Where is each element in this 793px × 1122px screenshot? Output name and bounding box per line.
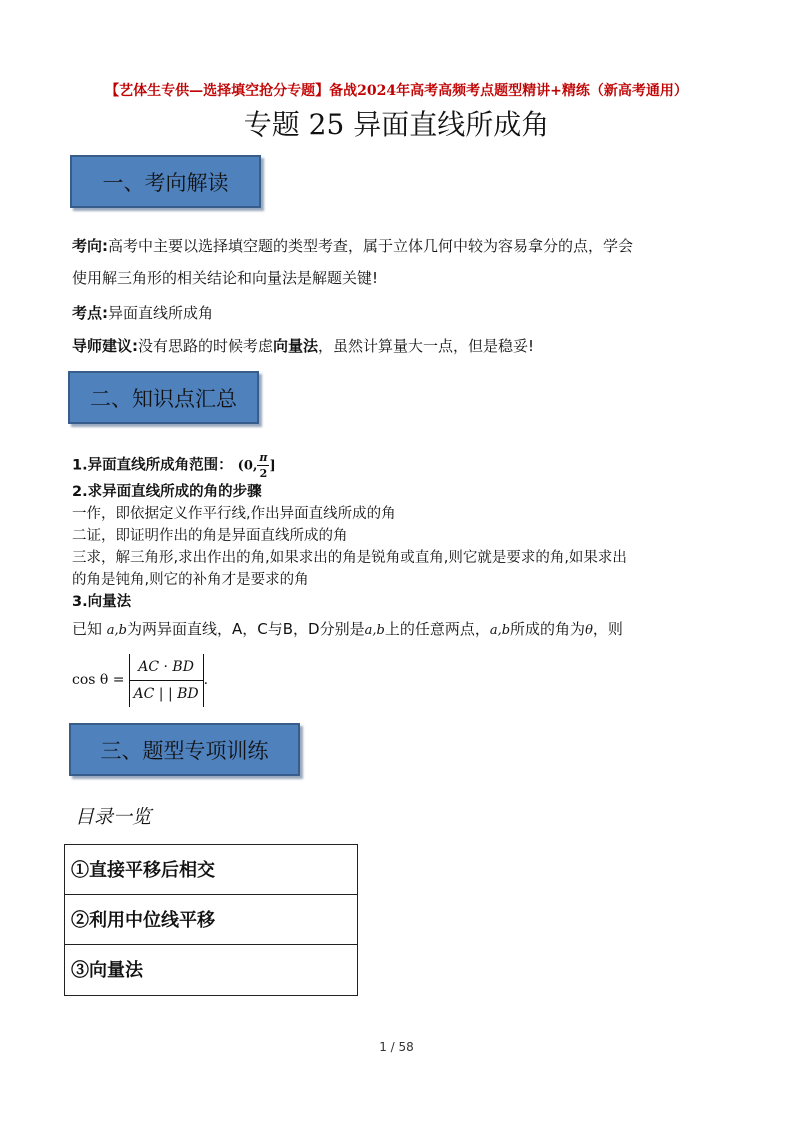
vm-ab-2: a,b (364, 623, 385, 638)
advice-paragraph (72, 330, 534, 362)
knowledge-point-2 (72, 481, 732, 613)
catalog-title: 目录一览 (75, 806, 152, 828)
catalog-item-3[interactable]: ③向量法 (71, 960, 143, 981)
vm-ab-3: a,b (489, 623, 511, 638)
formula-denominator: AC | | BD (129, 681, 204, 707)
catalog-item-1[interactable]: ①直接平移后相交 (65, 845, 357, 895)
kaoxiang-text-1: 高考中主要以选择填空题的类型考查，属于立体几何中较为容易拿分的点，学会 (108, 237, 634, 255)
vm-text-4: 所成的角为 (510, 620, 586, 638)
advice-text-before: 没有思路的时候考虑 (138, 337, 274, 355)
two-symbol: 2 (259, 467, 268, 480)
step-2: 二证，即证明作出的角是异面直线所成的角 (72, 528, 348, 544)
kaoxiang-label: 考向: (72, 237, 108, 255)
advice-emphasis: 向量法 (273, 337, 319, 355)
kaodian-text: 异面直线所成角 (108, 304, 214, 322)
vm-text-2: 为两异面直线，A，C与B，D分别是 (127, 620, 365, 638)
range-open: (0, (237, 458, 258, 474)
vm-theta: θ (585, 623, 593, 638)
range-label: 1.异面直线所成角范围： (72, 457, 233, 474)
range-close: ] (269, 458, 276, 474)
vm-ab-1: a,b (106, 623, 128, 638)
pi-symbol: π (259, 451, 268, 464)
section-heading-3-label: 三、题型专项训练 (100, 738, 269, 763)
advice-text-after: ，虽然计算量大一点，但是稳妥! (318, 337, 535, 355)
step-3b: 的角是钝角,则它的补角才是要求的角 (72, 572, 309, 588)
kaoxiang-paragraph (72, 230, 732, 294)
vm-text-5: ，则 (592, 620, 623, 638)
cosine-formula (72, 650, 208, 710)
section-heading-1 (70, 155, 261, 208)
vector-method-heading: 3.向量法 (72, 594, 132, 610)
page-title: 专题 25 异面直线所成角 (243, 108, 550, 141)
formula-fraction (129, 654, 204, 707)
vm-text-1: 已知 (72, 620, 103, 638)
advice-label: 导师建议: (72, 337, 138, 355)
kaoxiang-text-2: 使用解三角形的相关结论和向量法是解题关键! (72, 269, 379, 287)
step-3a: 三求，解三角形,求出作出的角,如果求出的角是锐角或直角,则它就是要求的角,如果求出 (72, 550, 627, 566)
kaodian-paragraph (72, 297, 213, 329)
vm-text-3: 上的任意两点， (384, 620, 490, 638)
page-number: 1 / 58 (379, 1040, 414, 1054)
section-heading-1-label: 一、考向解读 (102, 170, 229, 195)
section-heading-2-label: 二、知识点汇总 (90, 386, 237, 411)
header-banner: 【艺体生专供—选择填空抢分专题】备战2024年高考高频考点题型精讲+精练（新高考通用） (105, 83, 688, 99)
pi-over-two (257, 450, 269, 481)
knowledge-point-1 (72, 450, 276, 481)
formula-lhs: cos θ = (72, 672, 125, 688)
formula-numerator: AC · BD (129, 654, 204, 681)
formula-period: . (203, 672, 209, 688)
section-heading-3 (69, 723, 300, 776)
catalog-item-2[interactable]: ②利用中位线平移 (65, 895, 357, 945)
step-1: 一作，即依据定义作平行线,作出异面直线所成的角 (72, 506, 396, 522)
steps-heading: 2.求异面直线所成的角的步骤 (72, 484, 262, 500)
section-heading-2 (68, 371, 259, 424)
catalog-table (64, 844, 358, 996)
vector-method-text (72, 618, 752, 639)
kaodian-label: 考点: (72, 304, 108, 322)
